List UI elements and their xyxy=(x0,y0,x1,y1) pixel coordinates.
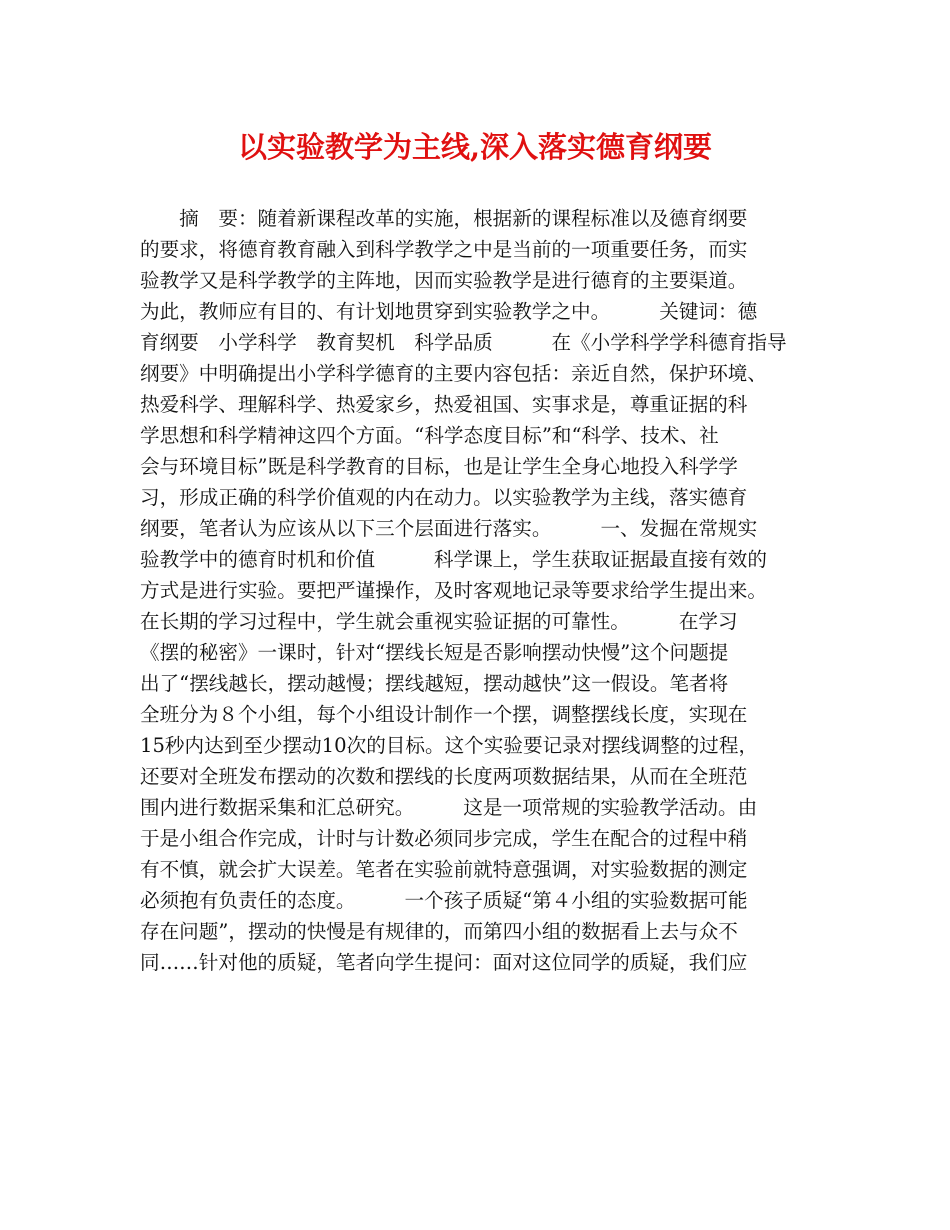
document-body xyxy=(140,203,830,978)
body-line: 摘 要：随着新课程改革的实施，根据新的课程标准以及德育纲要 xyxy=(140,207,748,230)
body-line: 方式是进行实验。要把严谨操作，及时客观地记录等要求给学生提出来。 xyxy=(140,579,767,602)
body-line: 于是小组合作完成，计时与计数必须同步完成，学生在配合的过程中稍 xyxy=(140,827,748,850)
body-line: 15秒内达到至少摆动10次的目标。这个实验要记录对摆线调整的过程， xyxy=(140,734,759,757)
body-line: 验教学又是科学教学的主阵地，因而实验教学是进行德育的主要渠道。 xyxy=(140,269,748,292)
body-line: 学思想和科学精神这四个方面。“科学态度目标”和“科学、技术、社 xyxy=(140,424,719,447)
body-line: 纲要》中明确提出小学科学德育的主要内容包括：亲近自然，保护环境、 xyxy=(140,362,767,385)
document-title: 以实验教学为主线,深入落实德育纲要 xyxy=(237,130,713,164)
body-line: 《摆的秘密》一课时，针对“摆线长短是否影响摆动快慢”这个问题提 xyxy=(140,641,729,664)
body-line: 的要求，将德育教育融入到科学教学之中是当前的一项重要任务，而实 xyxy=(140,238,748,261)
body-line: 为此，教师应有目的、有计划地贯穿到实验教学之中。 关键词：德 xyxy=(140,300,758,323)
body-line: 热爱科学、理解科学、热爱家乡，热爱祖国、实事求是，尊重证据的科 xyxy=(140,393,748,416)
body-line: 同……针对他的质疑，笔者向学生提问：面对这位同学的质疑，我们应 xyxy=(140,951,748,974)
body-line: 育纲要 小学科学 教育契机 科学品质 在《小学科学学科德育指导 xyxy=(140,331,787,354)
body-line: 习，形成正确的科学价值观的内在动力。以实验教学为主线，落实德育 xyxy=(140,486,748,509)
body-line: 还要对全班发布摆动的次数和摆线的长度两项数据结果，从而在全班范 xyxy=(140,765,748,788)
body-line: 必须抱有负责任的态度。 一个孩子质疑“第４小组的实验数据可能 xyxy=(140,889,748,912)
body-line: 在长期的学习过程中，学生就会重视实验证据的可靠性。 在学习 xyxy=(140,610,738,633)
body-line: 有不慎，就会扩大误差。笔者在实验前就特意强调，对实验数据的测定 xyxy=(140,858,748,881)
body-line: 会与环境目标”既是科学教育的目标，也是让学生全身心地投入科学学 xyxy=(140,455,738,478)
body-line: 围内进行数据采集和汇总研究。 这是一项常规的实验教学活动。由 xyxy=(140,796,758,819)
body-line: 验教学中的德育时机和价值 科学课上，学生获取证据最直接有效的 xyxy=(140,548,767,571)
body-line: 存在问题”，摆动的快慢是有规律的，而第四小组的数据看上去与众不 xyxy=(140,920,738,943)
body-line: 全班分为８个小组，每个小组设计制作一个摆，调整摆线长度，实现在 xyxy=(140,703,748,726)
body-line: 纲要，笔者认为应该从以下三个层面进行落实。 一、发掘在常规实 xyxy=(140,517,758,540)
body-line: 出了“摆线越长，摆动越慢；摆线越短，摆动越快”这一假设。笔者将 xyxy=(140,672,729,695)
